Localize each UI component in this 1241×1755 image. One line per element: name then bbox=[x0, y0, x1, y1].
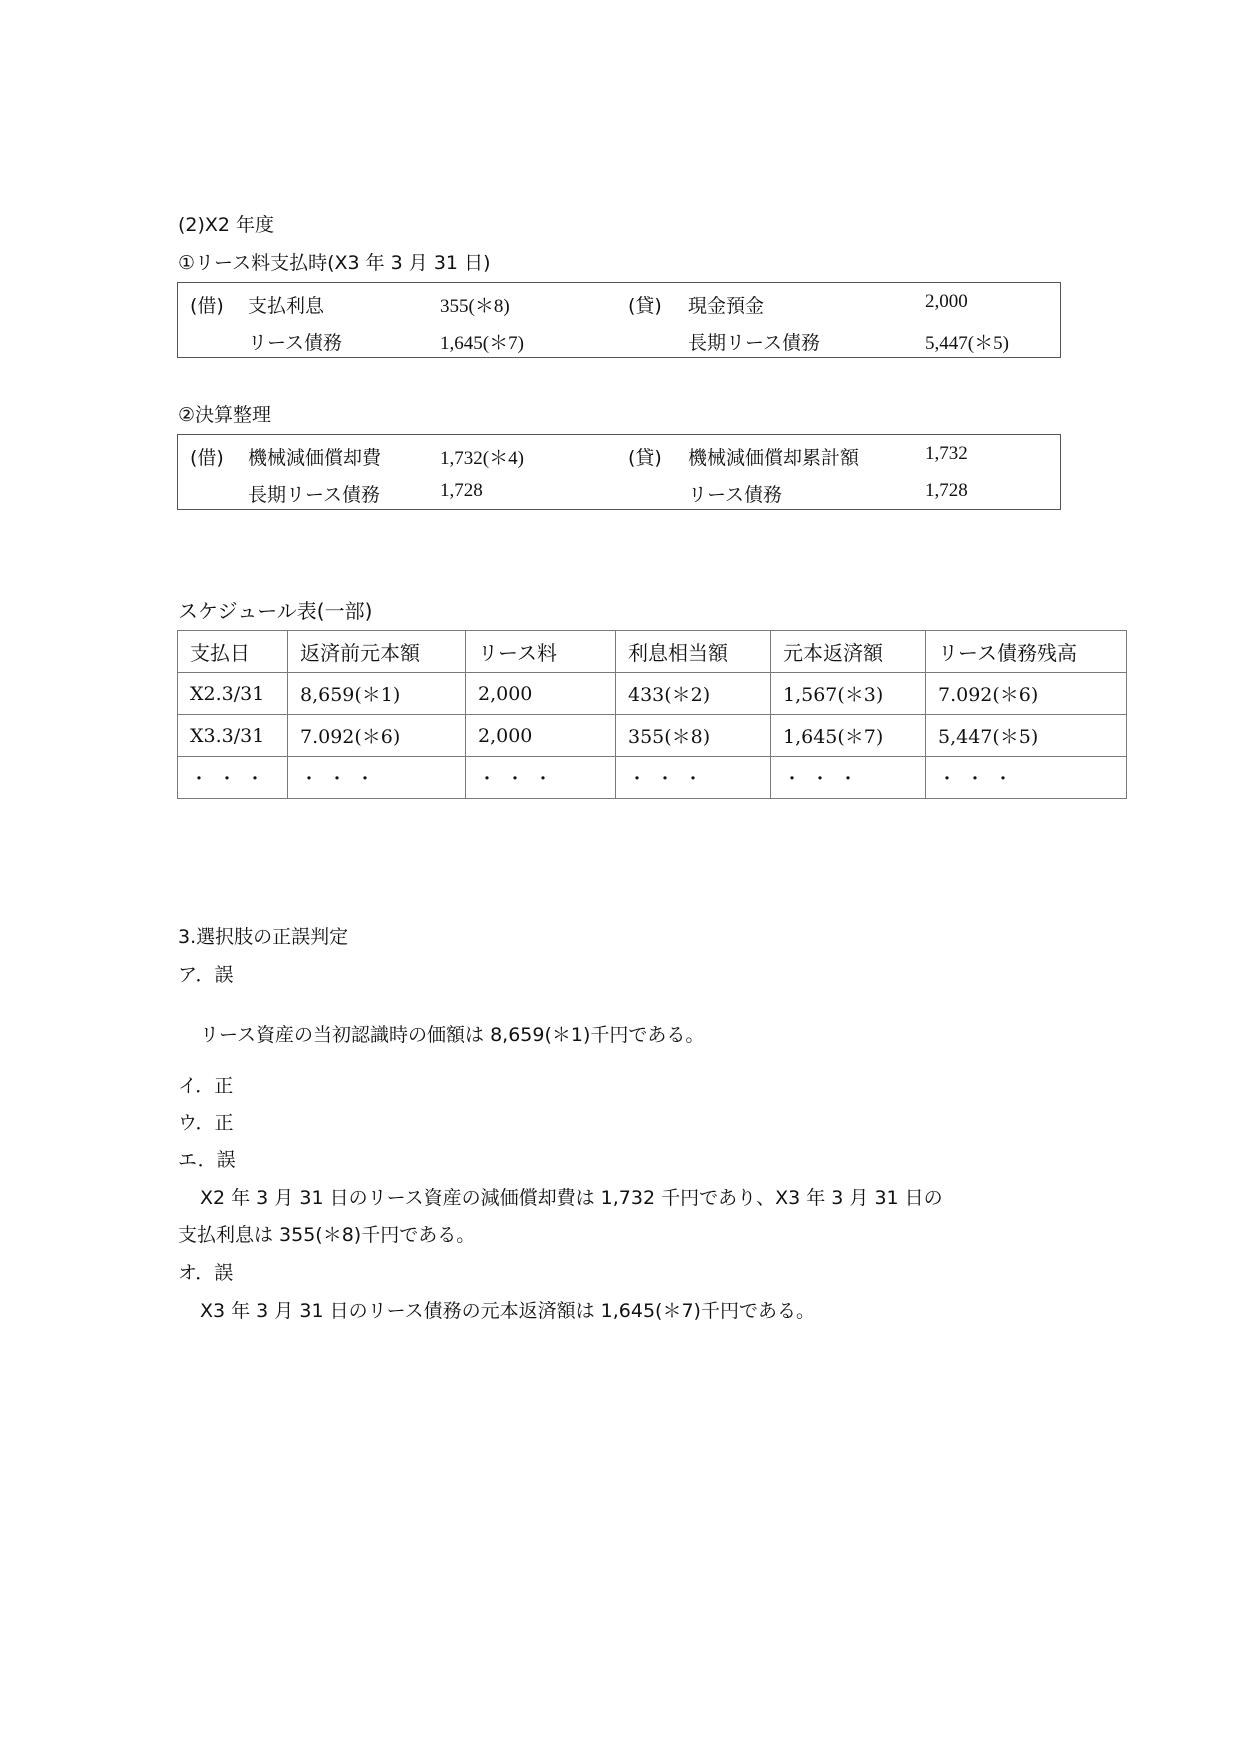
header-cell: 元本返済額 bbox=[771, 631, 926, 673]
journal-row bbox=[178, 472, 1060, 510]
choice-e-label: エ．誤 bbox=[178, 1149, 236, 1171]
table-cell: ・・・ bbox=[616, 757, 771, 799]
table-row bbox=[178, 757, 1127, 799]
header-cell: リース債務残高 bbox=[926, 631, 1127, 673]
table-cell: 7.092(＊6) bbox=[288, 715, 466, 757]
header-cell: 利息相当額 bbox=[616, 631, 771, 673]
table-cell: 1,645(＊7) bbox=[771, 715, 926, 757]
table-cell: X2.3/31 bbox=[178, 673, 288, 715]
choice-o-label: オ．誤 bbox=[178, 1262, 234, 1284]
entry-2-title: ②決算整理 bbox=[178, 404, 272, 426]
debit-amount: 355(＊8) bbox=[440, 296, 510, 317]
choice-o-text: X3 年 3 月 31 日のリース債務の元本返済額は 1,645(＊7)千円である。 bbox=[200, 1300, 815, 1322]
choice-u-label: ウ．正 bbox=[178, 1112, 234, 1134]
journal-row bbox=[178, 435, 1060, 473]
choice-i-label: イ．正 bbox=[178, 1075, 234, 1097]
choice-a-label: ア．誤 bbox=[178, 964, 234, 986]
table-cell: 2,000 bbox=[466, 715, 616, 757]
credit-amount: 1,728 bbox=[925, 480, 968, 501]
debit-amount: 1,732(＊4) bbox=[440, 448, 524, 469]
header-cell: リース料 bbox=[466, 631, 616, 673]
credit-account: 機械減価償却累計額 bbox=[688, 447, 860, 469]
table-cell: 433(＊2) bbox=[616, 673, 771, 715]
schedule-table bbox=[177, 630, 1127, 799]
credit-account: リース債務 bbox=[688, 484, 783, 506]
journal-row bbox=[178, 283, 1060, 321]
section-3-title: 3.選択肢の正誤判定 bbox=[178, 926, 349, 948]
table-row bbox=[178, 715, 1127, 757]
table-row bbox=[178, 673, 1127, 715]
credit-account: 長期リース債務 bbox=[688, 332, 821, 354]
credit-label: (貸) bbox=[628, 447, 662, 469]
schedule-title: スケジュール表(一部) bbox=[178, 599, 373, 623]
journal-row bbox=[178, 320, 1060, 358]
debit-account: 長期リース債務 bbox=[248, 484, 381, 506]
credit-amount: 5,447(＊5) bbox=[925, 333, 1009, 354]
schedule-header-row bbox=[178, 631, 1127, 673]
table-cell: ・・・ bbox=[771, 757, 926, 799]
credit-amount: 1,732 bbox=[925, 443, 968, 464]
table-cell: 8,659(＊1) bbox=[288, 673, 466, 715]
table-cell: 1,567(＊3) bbox=[771, 673, 926, 715]
debit-account: 支払利息 bbox=[248, 295, 325, 317]
table-cell: 5,447(＊5) bbox=[926, 715, 1127, 757]
choice-a-text: リース資産の当初認識時の価額は 8,659(＊1)千円である。 bbox=[200, 1024, 705, 1046]
choice-e-text-line1: X2 年 3 月 31 日のリース資産の減価償却費は 1,732 千円であり、X3 年 3 月 31 日の bbox=[200, 1187, 943, 1209]
section-2-title: (2)X2 年度 bbox=[178, 214, 275, 236]
credit-label: (貸) bbox=[628, 295, 662, 317]
header-cell: 返済前元本額 bbox=[288, 631, 466, 673]
journal-entry-closing-adjustment bbox=[177, 434, 1061, 510]
debit-amount: 1,645(＊7) bbox=[440, 333, 524, 354]
table-cell: X3.3/31 bbox=[178, 715, 288, 757]
table-cell: ・・・ bbox=[466, 757, 616, 799]
table-cell: 2,000 bbox=[466, 673, 616, 715]
credit-amount: 2,000 bbox=[925, 291, 968, 312]
entry-1-title: ①リース料支払時(X3 年 3 月 31 日) bbox=[178, 252, 491, 274]
debit-account: リース債務 bbox=[248, 332, 343, 354]
table-cell: ・・・ bbox=[926, 757, 1127, 799]
table-cell: 7.092(＊6) bbox=[926, 673, 1127, 715]
header-cell: 支払日 bbox=[178, 631, 288, 673]
table-cell: ・・・ bbox=[288, 757, 466, 799]
choice-e-text-line2: 支払利息は 355(＊8)千円である。 bbox=[178, 1224, 476, 1246]
journal-entry-lease-payment bbox=[177, 282, 1061, 358]
table-cell: 355(＊8) bbox=[616, 715, 771, 757]
debit-label: (借) bbox=[190, 295, 224, 317]
debit-amount: 1,728 bbox=[440, 480, 483, 501]
table-cell: ・・・ bbox=[178, 757, 288, 799]
credit-account: 現金預金 bbox=[688, 295, 765, 317]
debit-account: 機械減価償却費 bbox=[248, 447, 382, 469]
debit-label: (借) bbox=[190, 447, 224, 469]
